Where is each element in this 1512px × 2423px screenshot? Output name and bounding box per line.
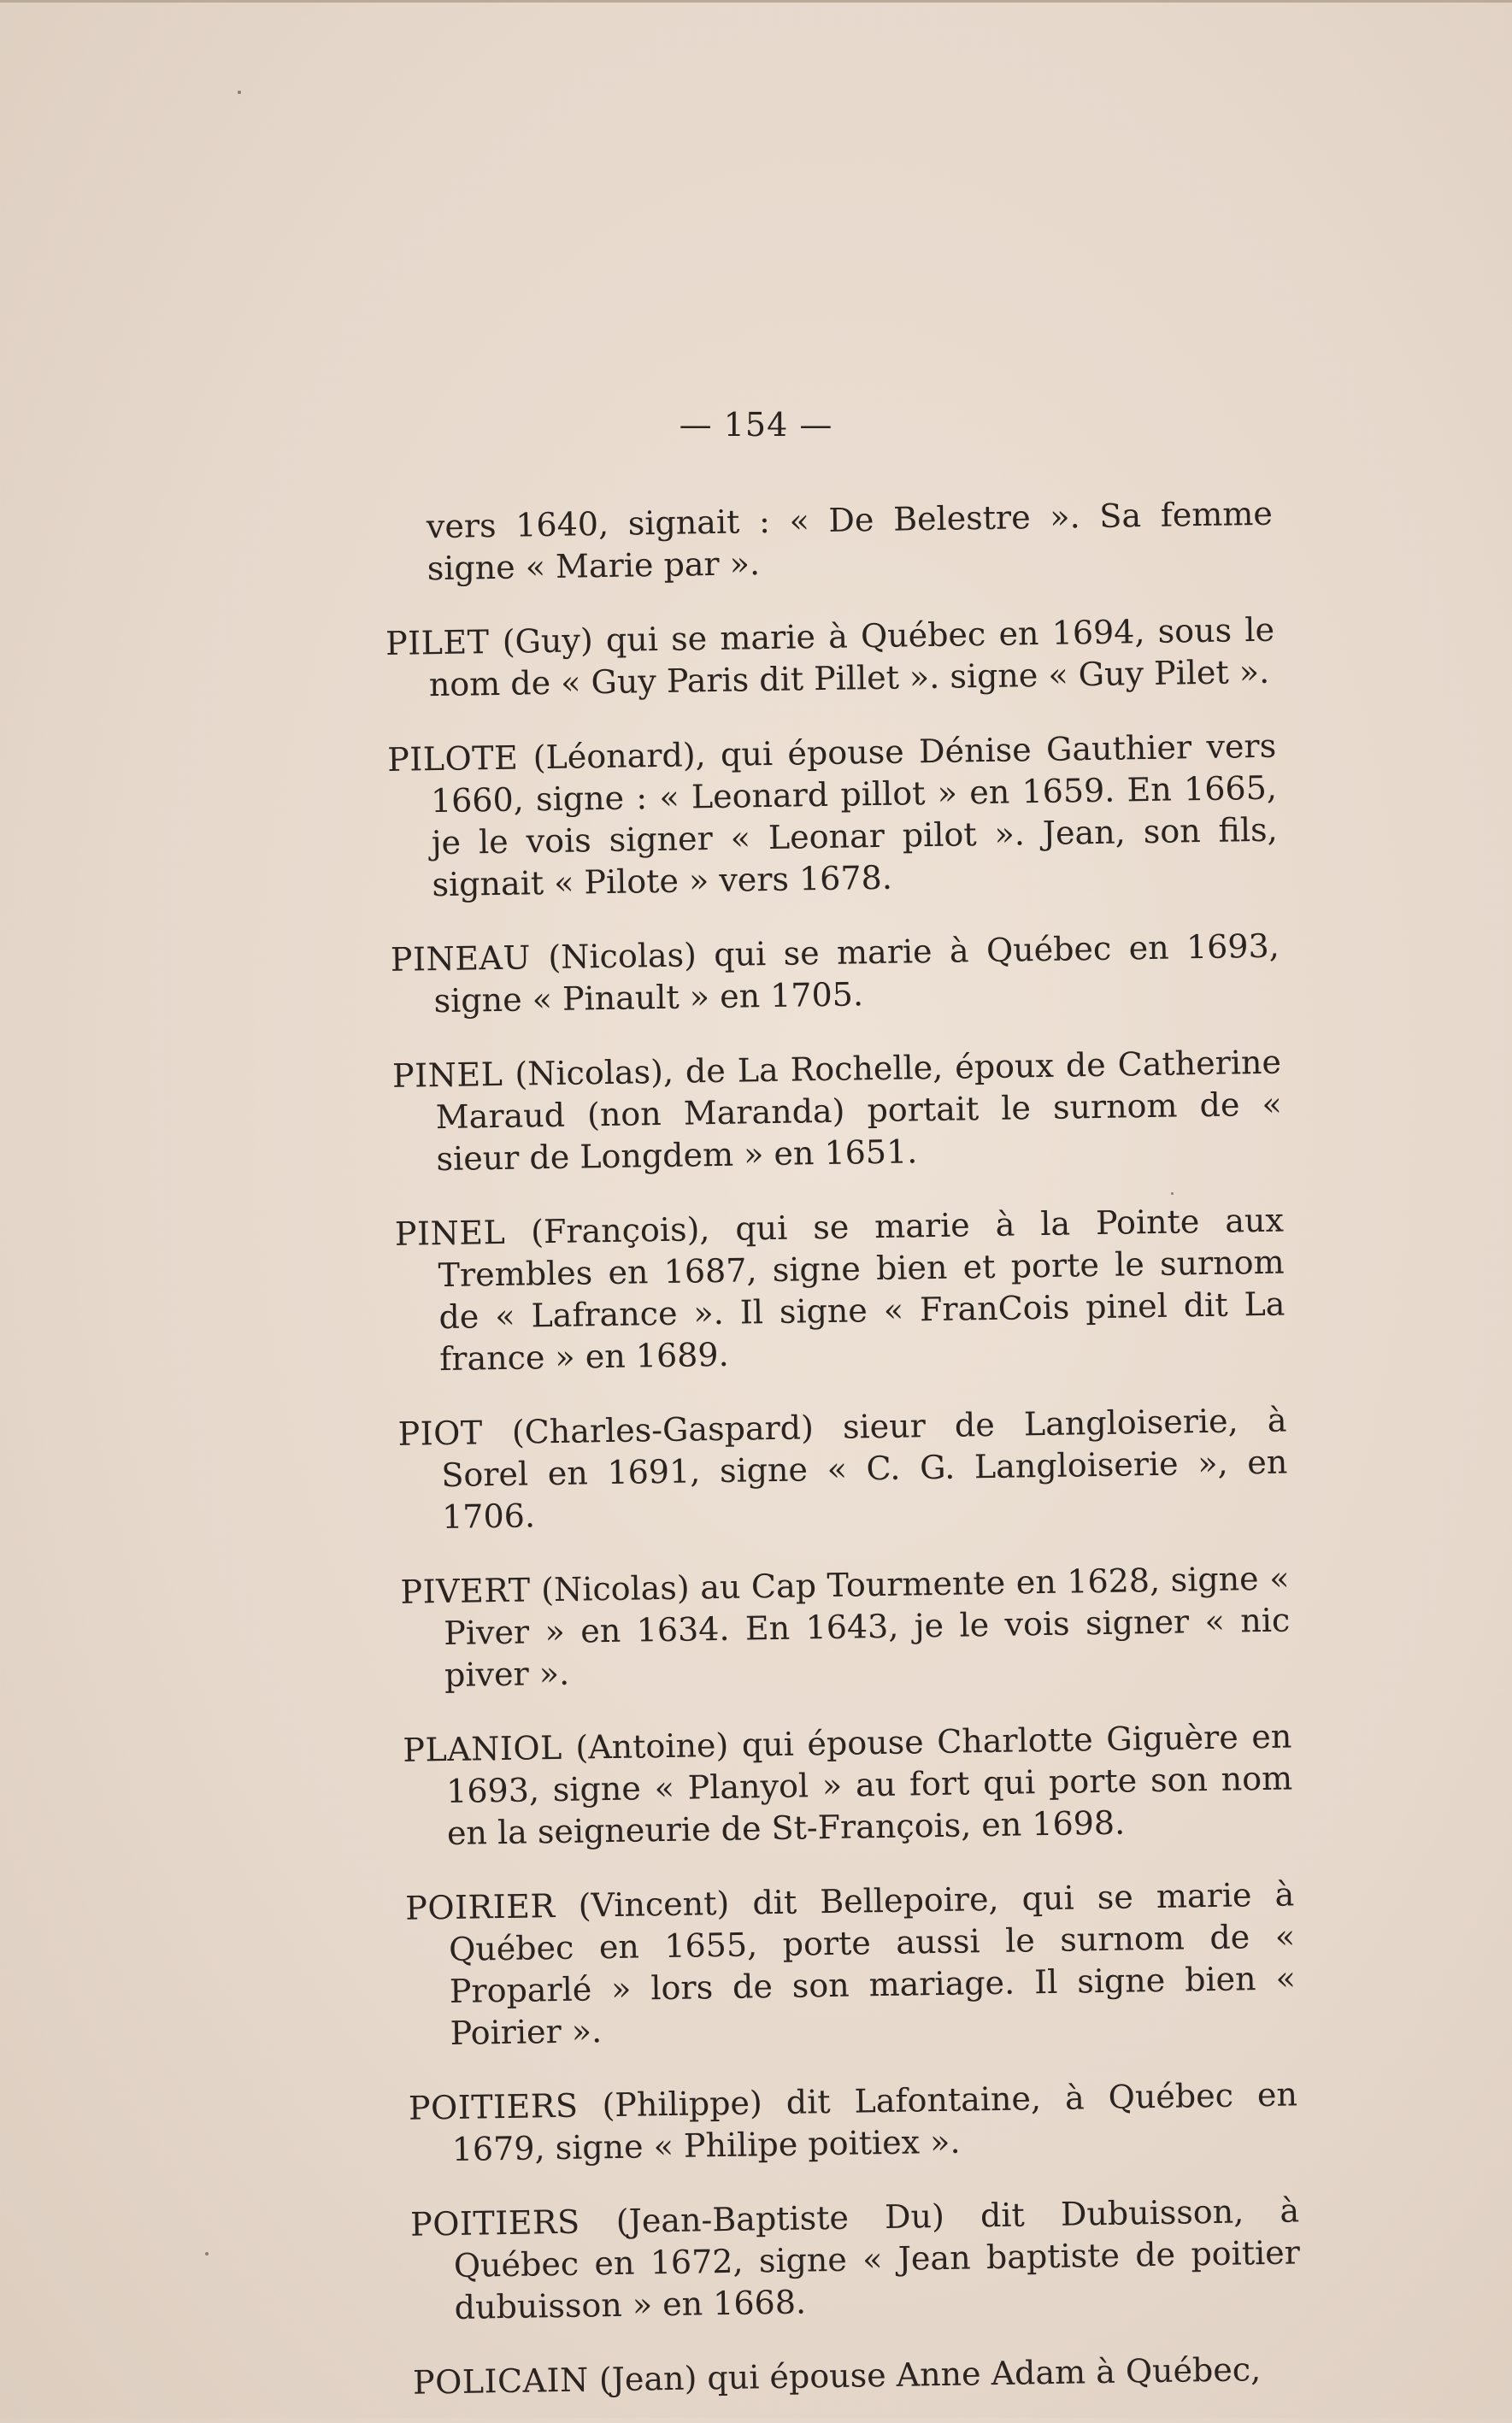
entry-surname: POITIERS xyxy=(409,2202,580,2244)
list-item: PINEAU (Nicolas) qui se marie à Québec en 1693, signe « Pinault » en 1705. xyxy=(390,926,1280,1020)
paper-speck xyxy=(1171,1192,1174,1195)
paper-speck xyxy=(205,2252,209,2255)
entry-surname: PINEAU xyxy=(390,938,532,979)
entry-surname: POIRIER xyxy=(405,1887,556,1927)
entry-list xyxy=(383,461,1303,2423)
list-item: PILOTE (Léonard), qui épouse Dénise Gauthier vers 1660, signe : « Leonard pillot » en 1659. En 1665, je le vois signer « Leonar pilot ». Jean, son fils, signait « Pilote » vers 1678. xyxy=(386,726,1279,904)
list-item: PINEL (Nicolas), de La Rochelle, époux de Catherine Maraud (non Maranda) portait le surnom de « sieur de Longdem » en 1651. xyxy=(391,1043,1283,1179)
list-item: POITIERS (Philippe) dit Lafontaine, à Québec en 1679, signe « Philipe poitiex ». xyxy=(408,2075,1298,2168)
list-item: PINEL (François), qui se marie à la Pointe aux Trembles en 1687, signe bien et porte le surnom de « Lafrance ». Il signe « FranCois pinel dit La france » en 1689. xyxy=(394,1201,1285,1379)
page-number: — 154 — xyxy=(679,406,833,444)
entry-surname: POITIERS xyxy=(408,2086,579,2127)
paper-speck xyxy=(238,91,241,94)
entry-surname: PINEL xyxy=(391,1055,503,1095)
list-item: PIVERT (Nicolas) au Cap Tourmente en 1628, signe « Piver » en 1634. En 1643, je le vois signer « nic piver ». xyxy=(400,1559,1291,1695)
entry-surname: PINEL xyxy=(394,1213,506,1253)
list-item: POIRIER (Vincent) dit Bellepoire, qui se marie à Québec en 1655, porte aussi le surnom de « Proparlé » lors de son mariage. Il signe bien « Poirier ». xyxy=(405,1875,1297,2052)
list-item: PLANIOL (Antoine) qui épouse Charlotte Giguère en 1693, signe « Planyol » au fort qui porte son nom en la seigneurie de St-François, en 1698. xyxy=(403,1717,1293,1853)
list-item: PIOT (Charles-Gaspard) sieur de Langloiserie, à Sorel en 1691, signe « C. G. Langloiserie », en 1706. xyxy=(397,1401,1288,1537)
entry-surname: PILET xyxy=(385,623,490,662)
list-item: POITIERS (Jean-Baptiste Du) dit Dubuisson, à Québec en 1672, signe « Jean baptiste de poitier dubuisson » en 1668. xyxy=(409,2191,1301,2326)
entry-surname: PILOTE xyxy=(386,738,519,779)
page-edge xyxy=(0,0,1512,3)
entry-surname: PIVERT xyxy=(400,1571,531,1611)
entry-surname: PIOT xyxy=(397,1414,484,1453)
list-item: vers 1640, signait : « De Belestre ». Sa femme signe « Marie par ». xyxy=(426,494,1274,588)
entry-surname: POLICAIN xyxy=(412,2361,590,2402)
list-item: PILET (Guy) qui se marie à Québec en 1694, sous le nom de « Guy Paris dit Pillet ». signe « Guy Pilet ». xyxy=(385,610,1275,704)
list-item: POLICAIN (Jean) qui épouse Anne Adam à Québec, xyxy=(412,2350,1262,2402)
entry-surname: PLANIOL xyxy=(403,1728,563,1769)
